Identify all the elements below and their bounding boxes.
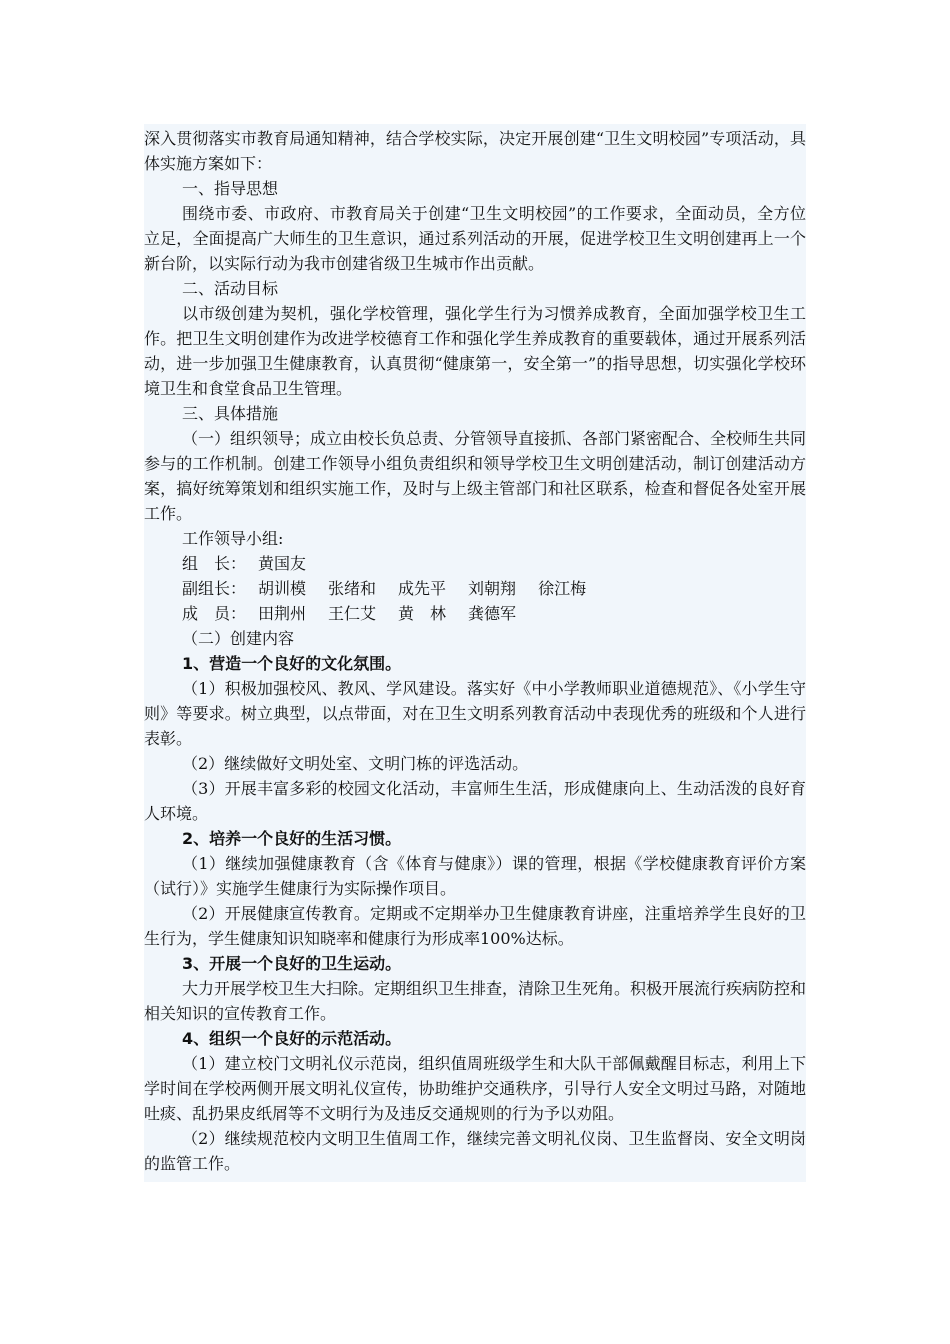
item-paragraph: （3）开展丰富多彩的校园文化活动，丰富师生生活，形成健康向上、生动活泼的良好育人环境。 <box>144 779 806 823</box>
member-name: 王仁艾 <box>328 604 377 623</box>
deputy-name: 刘朝翔 <box>468 579 517 598</box>
leader-row <box>144 551 806 576</box>
deputy-name: 张绪和 <box>328 579 377 598</box>
leader-label: 组 长： <box>182 554 247 573</box>
leader-name: 黄国友 <box>258 554 307 573</box>
section-heading-goals: 二、活动目标 <box>182 279 279 298</box>
section-heading-guiding: 一、指导思想 <box>182 179 279 198</box>
deputy-label: 副组长： <box>182 579 247 598</box>
member-label: 成 员： <box>182 604 247 623</box>
paragraph-goals: 以市级创建为契机，强化学校管理，强化学生行为习惯养成教育，全面加强学校卫生工作。把卫生文明创建作为改进学校德育工作和强化学生养成教育的重要载体，通过开展系列活动，进一步加强卫生健康教育，认真贯彻“健康第一，安全第一”的指导思想，切实强化学校环境卫生和食堂食品卫生管理。 <box>144 304 806 398</box>
deputy-name: 胡训模 <box>258 579 307 598</box>
section-heading-measures: 三、具体措施 <box>182 404 279 423</box>
item-paragraph: （2）继续做好文明处室、文明门栋的评选活动。 <box>182 754 529 773</box>
deputy-row <box>144 576 806 601</box>
member-name: 黄 林 <box>398 604 447 623</box>
deputy-name: 成先平 <box>398 579 447 598</box>
item-paragraph: （1）建立校门文明礼仪示范岗，组织值周班级学生和大队干部佩戴醒目标志，利用上下学时间在学校两侧开展文明礼仪宣传，协助维护交通秩序，引导行人安全文明过马路，对随地吐痰、乱扔果皮纸屑等不文明行为及违反交通规则的行为予以劝阻。 <box>144 1054 806 1123</box>
group-title: 工作领导小组: <box>182 529 284 548</box>
intro-paragraph: 深入贯彻落实市教育局通知精神，结合学校实际，决定开展创建“卫生文明校园”专项活动，具体实施方案如下： <box>144 129 806 173</box>
deputy-name: 徐江梅 <box>538 579 587 598</box>
item-title-2: 2、培养一个良好的生活习惯。 <box>182 829 402 848</box>
content-heading: （二）创建内容 <box>182 629 295 648</box>
item-paragraph: （2）继续规范校内文明卫生值周工作，继续完善文明礼仪岗、卫生监督岗、安全文明岗的监管工作。 <box>144 1129 806 1173</box>
item-paragraph: （1）积极加强校风、教风、学风建设。落实好《中小学教师职业道德规范》、《小学生守则》等要求。树立典型，以点带面，对在卫生文明系列教育活动中表现优秀的班级和个人进行表彰。 <box>144 679 806 748</box>
item-title-1: 1、营造一个良好的文化氛围。 <box>182 654 402 673</box>
item-paragraph: （2）开展健康宣传教育。定期或不定期举办卫生健康教育讲座，注重培养学生良好的卫生行为，学生健康知识知晓率和健康行为形成率100%达标。 <box>144 904 806 948</box>
member-row <box>144 601 806 626</box>
member-name: 田荆州 <box>258 604 307 623</box>
item-paragraph: 大力开展学校卫生大扫除。定期组织卫生排查，清除卫生死角。积极开展流行疾病防控和相关知识的宣传教育工作。 <box>144 979 807 1023</box>
member-name: 龚德军 <box>468 604 517 623</box>
item-paragraph: （1）继续加强健康教育（含《体育与健康》）课的管理，根据《学校健康教育评价方案（试行）》实施学生健康行为实际操作项目。 <box>144 854 806 898</box>
paragraph-organization: （一）组织领导；成立由校长负总责、分管领导直接抓、各部门紧密配合、全校师生共同参与的工作机制。创建工作领导小组负责组织和领导学校卫生文明创建活动，制订创建活动方案，搞好统筹策划和组织实施工作，及时与上级主管部门和社区联系，检查和督促各处室开展工作。 <box>144 429 807 523</box>
item-title-3: 3、开展一个良好的卫生运动。 <box>182 954 402 973</box>
document-body <box>144 124 806 1182</box>
paragraph-guiding: 围绕市委、市政府、市教育局关于创建“卫生文明校园”的工作要求，全面动员，全方位立足，全面提高广大师生的卫生意识，通过系列活动的开展，促进学校卫生文明创建再上一个新台阶，以实际行动为我市创建省级卫生城市作出贡献。 <box>144 204 806 273</box>
item-title-4: 4、组织一个良好的示范活动。 <box>182 1029 402 1048</box>
